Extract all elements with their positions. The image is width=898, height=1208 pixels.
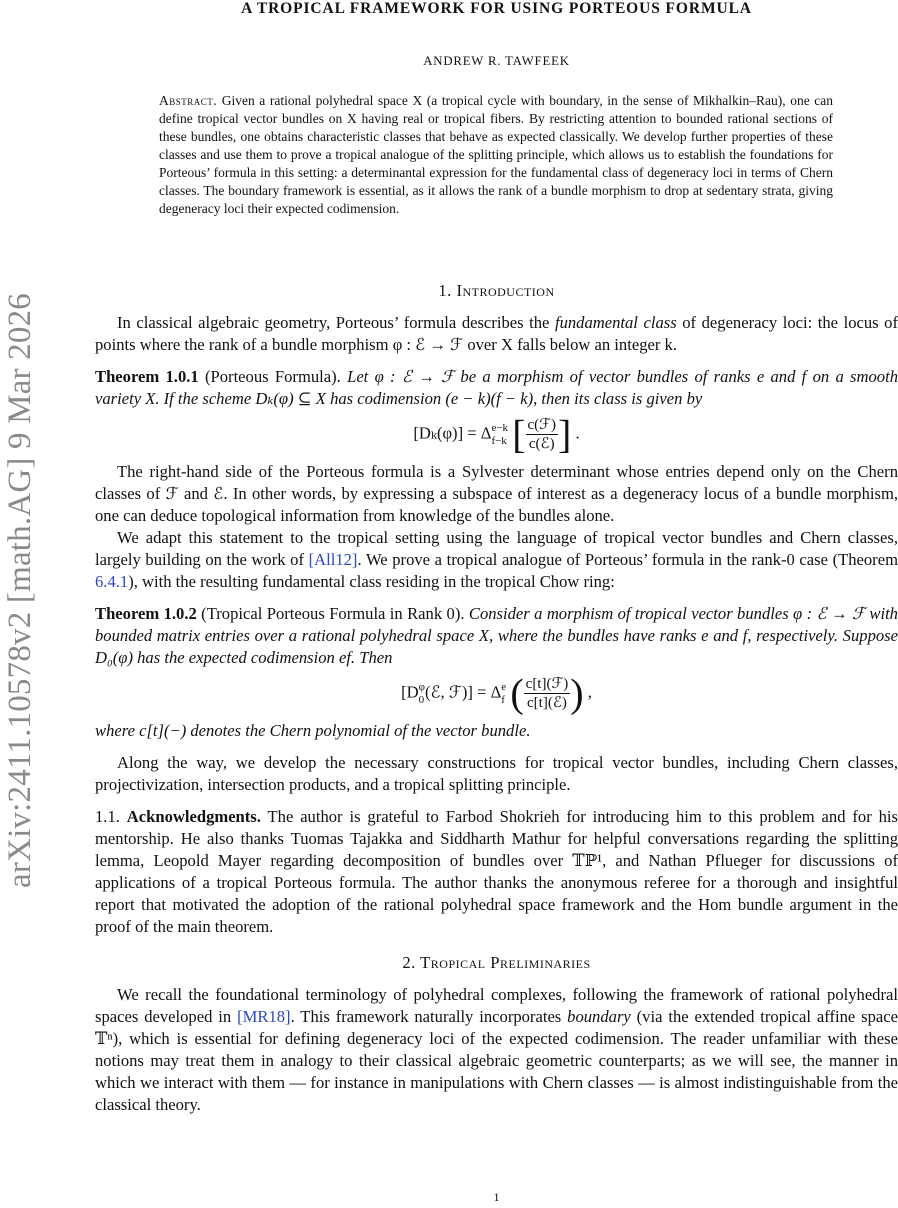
paper-title: A TROPICAL FRAMEWORK FOR USING PORTEOUS FORMULA <box>241 0 752 17</box>
acknowledgments-heading: Acknowledgments. <box>126 807 261 826</box>
equation-porteous: [Dₖ(φ)] = Δ e−k f−k [ $\frac{\text{c(ℱ)}}{\text{c(ℰ)}}$ ] . <box>413 411 580 457</box>
paper-author: ANDREW R. TAWFEEK <box>423 54 570 68</box>
theorem-1-0-2: Theorem 1.0.2 (Tropical Porteous Formula in Rank 0). Consider a morphism of tropical vector bundles φ : ℰ → ℱ with bounded matrix entries over a rational polyhedral space X, where the bundles have ranks e and f, respectively. Suppose D₀(φ) has the expected codimension ef. Then <box>95 604 898 667</box>
acknowledgments: 1.1. Acknowledgments. The author is grateful to Farbod Shokrieh for introducing him to this problem and for his mentorship. He also thanks Tuomas Tajakka and Siddharth Mathur for helpful conversations regarding the splitting lemma, Leopold Mayer regarding decomposition of bundles over 𝕋ℙ¹, and Nathan Pflueger for discussions of applications of a tropical Porteous formula. The author thanks the anonymous referee for a thorough and insightful report that motivated the adoption of the rational polyhedral space framework and the Hom bundle argument in the proof of the main theorem. <box>95 807 898 936</box>
fundamental-class-emphasis: fundamental class <box>554 313 677 332</box>
boundary-emphasis: boundary <box>567 1007 631 1026</box>
page-number: 1 <box>493 1190 500 1204</box>
section-2-heading: 2. Tropical Preliminaries <box>402 953 591 972</box>
theorem-1-0-2-tail: where c[t](−) denotes the Chern polynomial of the vector bundle. <box>95 721 531 740</box>
abstract-text: Given a rational polyhedral space X (a tropical cycle with boundary, in the sense of Mikhalkin–Rau), one can define tropical vector bundles on X having real or tropical fibers. By restricting attention to bounded rational sections of these bundles, one obtains characteristic classes that behave as expected classically. We develop further properties of these classes and use them to prove a tropical analogue of the splitting principle, which allows us to establish the foundations for Porteous’ formula in this setting: a determinantal expression for the fundamental class of degeneracy loci in terms of Chern classes. The boundary framework is essential, as it allows the rank of a bundle morphism to drop at sedentary strata, giving degeneracy loci their expected codimension. <box>159 93 834 216</box>
abstract <box>159 92 833 218</box>
theorem-1-0-1: Theorem 1.0.1 (Porteous Formula). Let φ : ℰ → ℱ be a morphism of vector bundles of ranks e and f on a smooth variety X. If the scheme Dₖ(φ) ⊆ X has codimension (e − k)(f − k), then its class is given by <box>95 367 898 408</box>
arxiv-id: arXiv:2411.10578v2 [math.AG] 9 Mar 2026 <box>2 293 38 888</box>
intro-paragraph-4: Along the way, we develop the necessary constructions for tropical vector bundles, including Chern classes, projectivization, intersection products, and a tropical splitting principle. <box>95 753 898 794</box>
intro-paragraph-3: We adapt this statement to the tropical setting using the language of tropical vector bundles and Chern classes, largely building on the work of [All12]. We prove a tropical analogue of Porteous’ formula in the rank-0 case (Theorem 6.4.1), with the resulting fundamental class residing in the tropical Chow ring: <box>95 528 898 591</box>
citation-mr18[interactable]: [MR18] <box>237 1007 291 1026</box>
intro-paragraph-1: In classical algebraic geometry, Porteous’ formula describes the fundamental class of degeneracy loci: the locus of points where the rank of a bundle morphism φ : ℰ → ℱ over X falls below an integer k. <box>95 313 898 354</box>
theorem-6-4-1-link[interactable]: 6.4.1 <box>95 572 129 591</box>
arxiv-stamp <box>2 228 36 888</box>
abstract-label: Abstract. <box>159 93 218 108</box>
theorem-1-0-2-label: Theorem 1.0.2 <box>95 604 197 623</box>
intro-paragraph-2: The right-hand side of the Porteous formula is a Sylvester determinant whose entries depend only on the Chern classes of ℱ and ℰ. In other words, by expressing a subspace of interest as a degeneracy locus of a bundle morphism, one can deduce topological information from knowledge of the bundles alone. <box>95 462 898 525</box>
section-1-heading: 1. Introduction <box>438 281 555 300</box>
citation-all12[interactable]: [All12] <box>308 550 358 569</box>
paper-page <box>95 0 898 1204</box>
equation-tropical-porteous: [D φ 0 (ℰ, ℱ)] = Δ e f ( $\frac{\text{c[t](ℱ)}}{\text{c[t](ℰ)}}$ ) , <box>401 670 592 716</box>
prelim-paragraph-1: We recall the foundational terminology of polyhedral complexes, following the framework of rational polyhedral spaces developed in [MR18]. This framework naturally incorporates boundary (via the extended tropical affine space 𝕋ⁿ), which is essential for defining degeneracy loci of the expected codimension. The reader unfamiliar with these notions may treat them in analogy to their classical algebraic geometric counterparts; as we will see, the manner in which we interact with them — for instance in manipulations with Chern classes — is almost indistinguishable from the classical theory. <box>95 985 898 1114</box>
theorem-1-0-1-label: Theorem 1.0.1 <box>95 367 199 386</box>
